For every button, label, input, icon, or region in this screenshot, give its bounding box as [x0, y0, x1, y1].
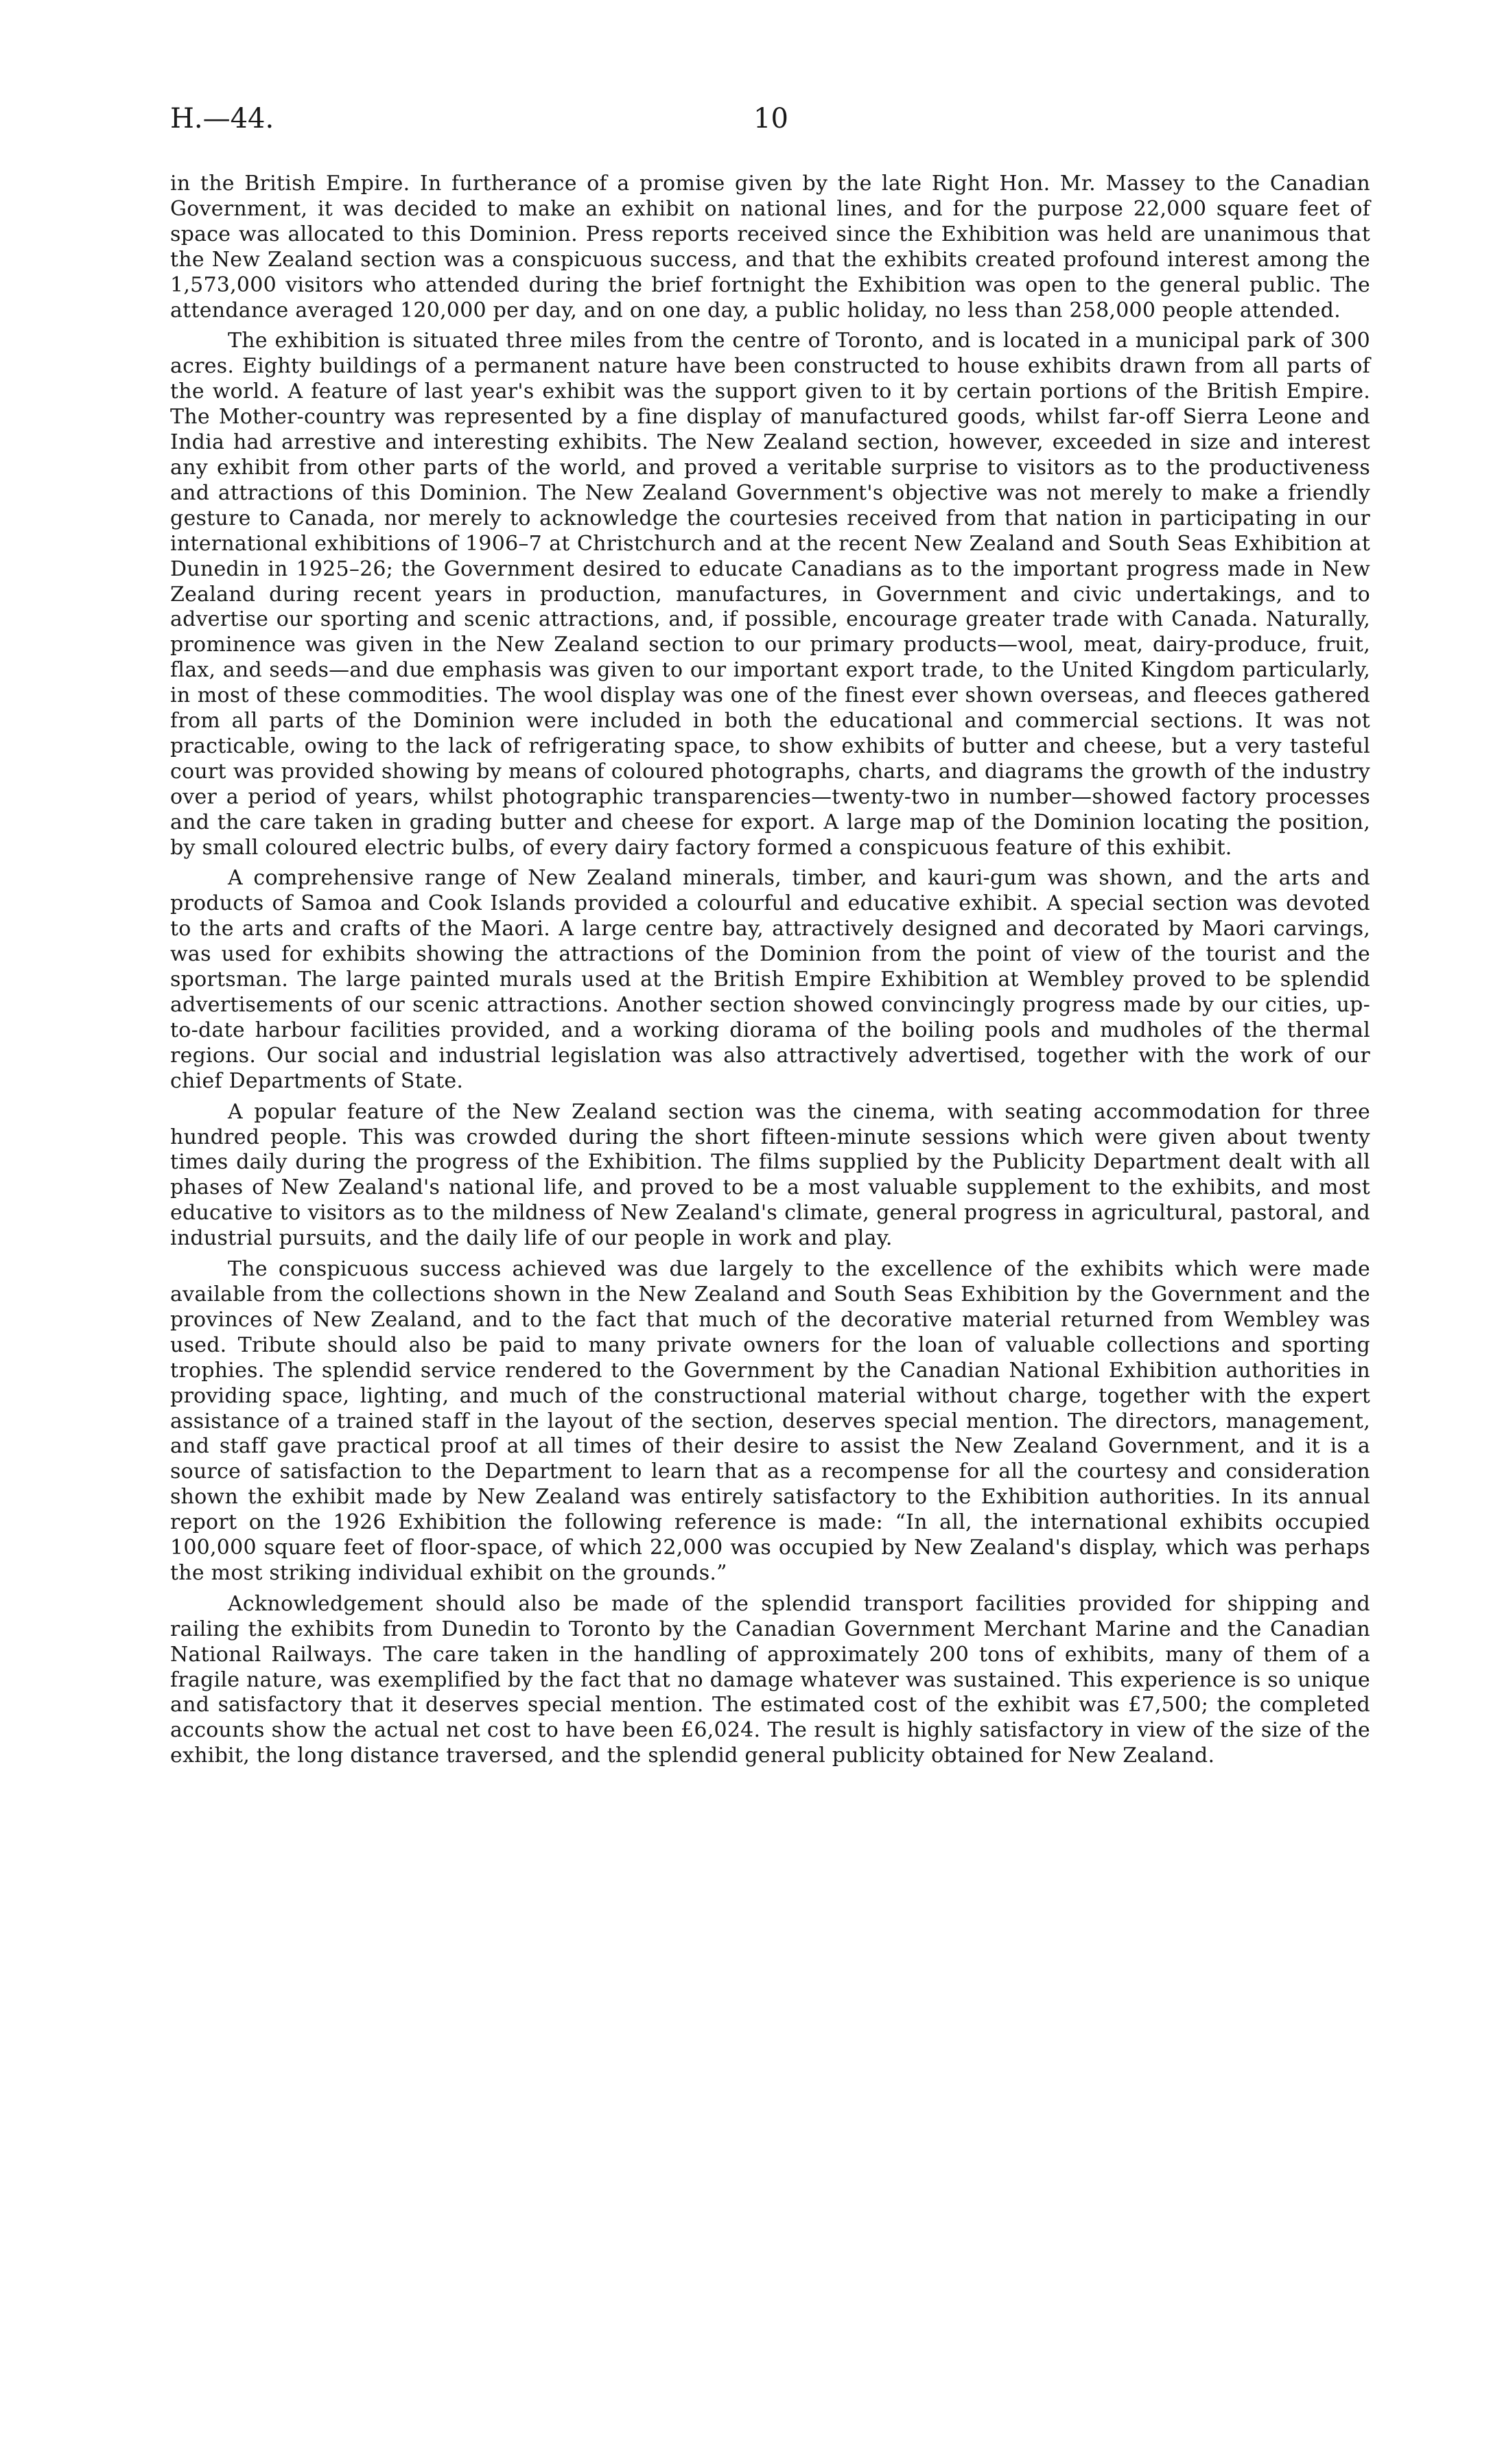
- running-header: [170, 103, 1370, 144]
- paragraph-continued: in the British Empire. In furtherance of a promise given by the late Right Hon. Mr. Massey to the Canadian Government, it was decided to make an exhibit on national lines, and for the purpose 22,000 square feet of space was allocated to this Dominion. Press reports received since the Exhibition was held are unanimous that the New Zealand section was a conspicuous success, and that the exhibits created profound interest among the 1,573,000 visitors who attended during the brief fortnight the Exhibition was open to the general public. The attendance averaged 120,000 per day, and on one day, a public holiday, no less than 258,000 people attended.: [170, 172, 1370, 322]
- body-text: [170, 172, 1370, 1774]
- paragraph-conspicuous-success: The conspicuous success achieved was due largely to the excellence of the exhibits which were made available from the collections shown in the New Zealand and South Seas Exhibition by the Government and the provinces of New Zealand, and to the fact that much of the decorative material returned from Wembley was used. Tribute should also be paid to many private owners for the loan of valuable collections and sporting trophies. The splendid service rendered to the Government by the Canadian National Exhibition authorities in providing space, lighting, and much of the constructional material without charge, together with the expert assistance of a trained staff in the layout of the section, deserves special mention. The directors, management, and staff gave practical proof at all times of their desire to assist the New Zealand Government, and it is a source of satisfaction to the Department to learn that as a recompense for all the courtesy and consideration shown the exhibit made by New Zealand was entirely satisfactory to the Exhibition authorities. In its annual report on the 1926 Exhibition the following reference is made: “In all, the international exhibits occupied 100,000 square feet of floor-space, of which 22,000 was occupied by New Zealand's display, which was perhaps the most striking individual exhibit on the grounds.”: [170, 1257, 1370, 1585]
- page-number: 10: [753, 103, 788, 134]
- paragraph-toronto-exhibition: The exhibition is situated three miles from the centre of Toronto, and is located in a municipal park of 300 acres. Eighty buildings of a permanent nature have been constructed to house exhibits drawn from all parts of the world. A feature of last year's exhibit was the support given to it by certain portions of the British Empire. The Mother-country was represented by a fine display of manufactured goods, whilst far-off Sierra Leone and India had arrestive and interesting exhibits. The New Zealand section, however, exceeded in size and interest any exhibit from other parts of the world, and proved a veritable surprise to visitors as to the productiveness and attractions of this Dominion. The New Zealand Government's objective was not merely to make a friendly gesture to Canada, nor merely to acknowledge the courtesies received from that nation in participating in our international exhibitions of 1906–7 at Christchurch and at the recent New Zealand and South Seas Exhibition at Dunedin in 1925–26; the Government desired to educate Canadians as to the important progress made in New Zealand during recent years in production, manufactures, in Government and civic undertakings, and to advertise our sporting and scenic attractions, and, if possible, encourage greater trade with Canada. Naturally, prominence was given in the New Zealand section to our primary products—wool, meat, dairy-produce, fruit, flax, and seeds—and due emphasis was given to our important export trade, to the United Kingdom particularly, in most of these commodities. The wool display was one of the finest ever shown overseas, and fleeces gathered from all parts of the Dominion were included in both the educational and commercial sections. It was not practicable, owing to the lack of refrigerating space, to show exhibits of butter and cheese, but a very tasteful court was provided showing by means of coloured photographs, charts, and diagrams the growth of the industry over a period of years, whilst photographic transparencies—twenty-two in number—showed factory processes and the care taken in grading butter and cheese for export. A large map of the Dominion locating the position, by small coloured electric bulbs, of every dairy factory formed a conspicuous feature of this exhibit.: [170, 329, 1370, 860]
- paragraph-cinema: A popular feature of the New Zealand section was the cinema, with seating accommodation for three hundred people. This was crowded during the short fifteen-minute sessions which were given about twenty times daily during the progress of the Exhibition. The films supplied by the Publicity Department dealt with all phases of New Zealand's national life, and proved to be a most valuable supplement to the exhibits, and most educative to visitors as to the mildness of New Zealand's climate, general progress in agricultural, pastoral, and industrial pursuits, and the daily life of our people in work and play.: [170, 1099, 1370, 1251]
- paragraph-minerals-timber: A comprehensive range of New Zealand minerals, timber, and kauri-gum was shown, and the arts and products of Samoa and Cook Islands provided a colourful and educative exhibit. A special section was devoted to the arts and crafts of the Maori. A large centre bay, attractively designed and decorated by Maori carvings, was used for exhibits showing the attractions of the Dominion from the point of view of the tourist and the sportsman. The large painted murals used at the British Empire Exhibition at Wembley proved to be splendid advertisements of our scenic attractions. Another section showed convincingly progress made by our cities, up-to-date harbour facilities provided, and a working diorama of the boiling pools and mudholes of the thermal regions. Our social and industrial legislation was also attractively advertised, together with the work of our chief Departments of State.: [170, 866, 1370, 1093]
- paragraph-acknowledgement: Acknowledgement should also be made of the splendid transport facilities provided for shipping and railing the exhibits from Dunedin to Toronto by the Canadian Government Merchant Marine and the Canadian National Railways. The care taken in the handling of approximately 200 tons of exhibits, many of them of a fragile nature, was exemplified by the fact that no damage whatever was sustained. This experience is so unique and satisfactory that it deserves special mention. The estimated cost of the exhibit was £7,500; the completed accounts show the actual net cost to have been £6,024. The result is highly satisfactory in view of the size of the exhibit, the long distance traversed, and the splendid general publicity obtained for New Zealand.: [170, 1591, 1370, 1768]
- document-code: H.—44.: [170, 103, 274, 134]
